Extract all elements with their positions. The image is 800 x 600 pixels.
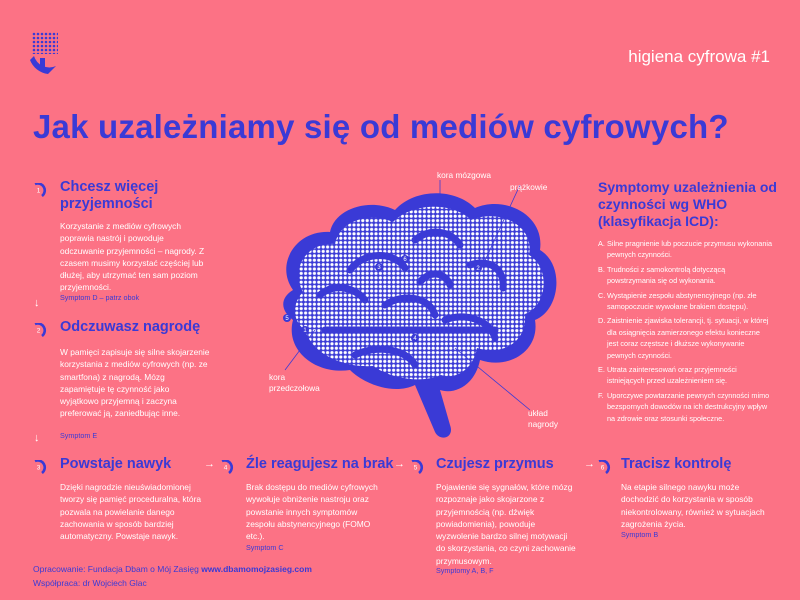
- svg-text:6: 6: [403, 257, 407, 263]
- svg-text:4: 4: [223, 464, 228, 472]
- step-number-icon: [33, 183, 47, 197]
- svg-text:3: 3: [377, 265, 381, 271]
- list-item: B. Trudności z samokontrolą dotyczącą powstrzymania się od wykonania.: [598, 264, 726, 286]
- step-description: Brak dostępu do mediów cyfrowych wywołuje obniżenie nastroju oraz powstanie innych symptomów zespołu abstynencyjnego (FOMO etc.).: [246, 482, 378, 542]
- svg-text:6: 6: [600, 464, 605, 472]
- step-symptom: Symptomy A, B, F: [436, 566, 494, 575]
- svg-text:2: 2: [36, 327, 41, 335]
- arrow-right-icon: →: [204, 458, 215, 470]
- step-title: Tracisz kontrolę: [621, 456, 732, 472]
- step-symptom: Symptom C: [246, 543, 284, 552]
- list-item: D. Zaistnienie zjawiska tolerancji, tj. sytuacji, w której dla osiągnięcia zamierzonego efektu konieczne jest coraz częstsze i dłuższe wykonywanie pewnych czynności.: [598, 316, 769, 360]
- svg-text:4: 4: [413, 336, 417, 342]
- series-label: higiena cyfrowa #1: [628, 47, 770, 66]
- step-title: Powstaje nawyk: [60, 456, 172, 472]
- step-title: Czujesz przymus: [436, 456, 554, 472]
- step-description: Pojawienie się sygnałów, które mózg rozpoznaje jako skojarzone z przyjemnością (np. dźwięk powiadomienia), powoduje wyzwolenie bardzo silnej motywacji do skorzystania, co czyni zachowanie przymusowym.: [436, 482, 576, 566]
- list-item: F. Uporczywe powtarzanie pewnych czynności mimo bezspornych dowodów na ich destrukcyjny wpływ na zdrowie oraz stosunki społeczne.: [598, 390, 770, 423]
- step-title: Chcesz więcej przyjemności: [60, 179, 159, 212]
- step-symptom: Symptom B: [621, 530, 659, 539]
- svg-text:1: 1: [36, 187, 41, 195]
- step-symptom: Symptom D – patrz obok: [60, 293, 140, 302]
- arrow-right-icon: →: [394, 458, 405, 470]
- label-uklad-nagrody: układ nagrody: [528, 408, 558, 429]
- step-description: W pamięci zapisuje się silne skojarzenie korzystania z mediów cyfrowych (np. ze smartfona) z nagrodą. Mózg zapamiętuje tę czynność jako wyjątkowo przyjemną i zaczyna preferować ją, zaniedbując inne.: [60, 347, 210, 419]
- step-number-icon: [410, 460, 424, 474]
- step-title: Źle reagujesz na brak: [246, 456, 394, 472]
- svg-text:1: 1: [303, 328, 307, 334]
- who-title: Symptomy uzależnienia od czynności wg WHO (klasyfikacja ICD):: [598, 179, 777, 229]
- label-kora-mozgowa: kora mózgowa: [437, 170, 491, 180]
- step-number-icon: [597, 460, 611, 474]
- svg-text:5: 5: [413, 464, 418, 472]
- svg-text:3: 3: [36, 464, 41, 472]
- footer-cooperation: Współpraca: dr Wojciech Glac: [33, 578, 147, 588]
- arrow-down-icon: ↓: [34, 432, 40, 444]
- label-kora-przedczolowa: kora przedczołowa: [269, 372, 320, 393]
- label-prazkowie: prążkowie: [510, 182, 548, 192]
- brain-illustration: [255, 170, 575, 455]
- footer-link[interactable]: www.dbamomojzasieg.com: [201, 564, 312, 574]
- list-item: E. Utrata zainteresowań oraz przyjemności istniejących przed uzależnieniem się.: [598, 365, 737, 386]
- step-description: Na etapie silnego nawyku może dochodzić do korzystania w sposób niekontrolowany, również w sytuacjach zagrożenia życia.: [621, 482, 765, 529]
- step-description: Korzystanie z mediów cyfrowych poprawia nastrój i powoduje odczuwanie przyjemności – nagrody. Z czasem musimy korzystać częściej lub dłużej, aby utrzymać ten sam poziom przyjemności.: [60, 221, 205, 293]
- step-description: Dzięki nagrodzie nieuświadomionej tworzy się pamięć proceduralna, która pozwala na powielanie danego zachowania w sposób bardziej automatyczny. Powstaje nawyk.: [60, 482, 202, 542]
- footer-credits: Opracowanie: Fundacja Dbam o Mój Zasięg www.dbamomojzasieg.com: [33, 564, 312, 574]
- step-symptom: Symptom E: [60, 431, 98, 440]
- list-item: C. Wystąpienie zespołu abstynencyjnego (np. złe samopoczucie wywołane brakiem dostępu).: [598, 290, 757, 312]
- logo: [28, 28, 62, 78]
- who-symptom-list: [598, 238, 773, 427]
- arrow-right-icon: →: [584, 458, 595, 470]
- arrow-down-icon: ↓: [34, 297, 40, 309]
- svg-text:2: 2: [476, 266, 480, 272]
- step-title: Odczuwasz nagrodę: [60, 319, 201, 335]
- page-title: Jak uzależniamy się od mediów cyfrowych?: [33, 108, 729, 145]
- step-number-icon: [220, 460, 234, 474]
- brain-shape: [283, 193, 556, 437]
- step-number-icon: [33, 460, 47, 474]
- step-number-icon: [33, 323, 47, 337]
- svg-text:5: 5: [285, 316, 289, 322]
- list-item: A. Silne pragnienie lub poczucie przymusu wykonania pewnych czynności.: [598, 239, 773, 260]
